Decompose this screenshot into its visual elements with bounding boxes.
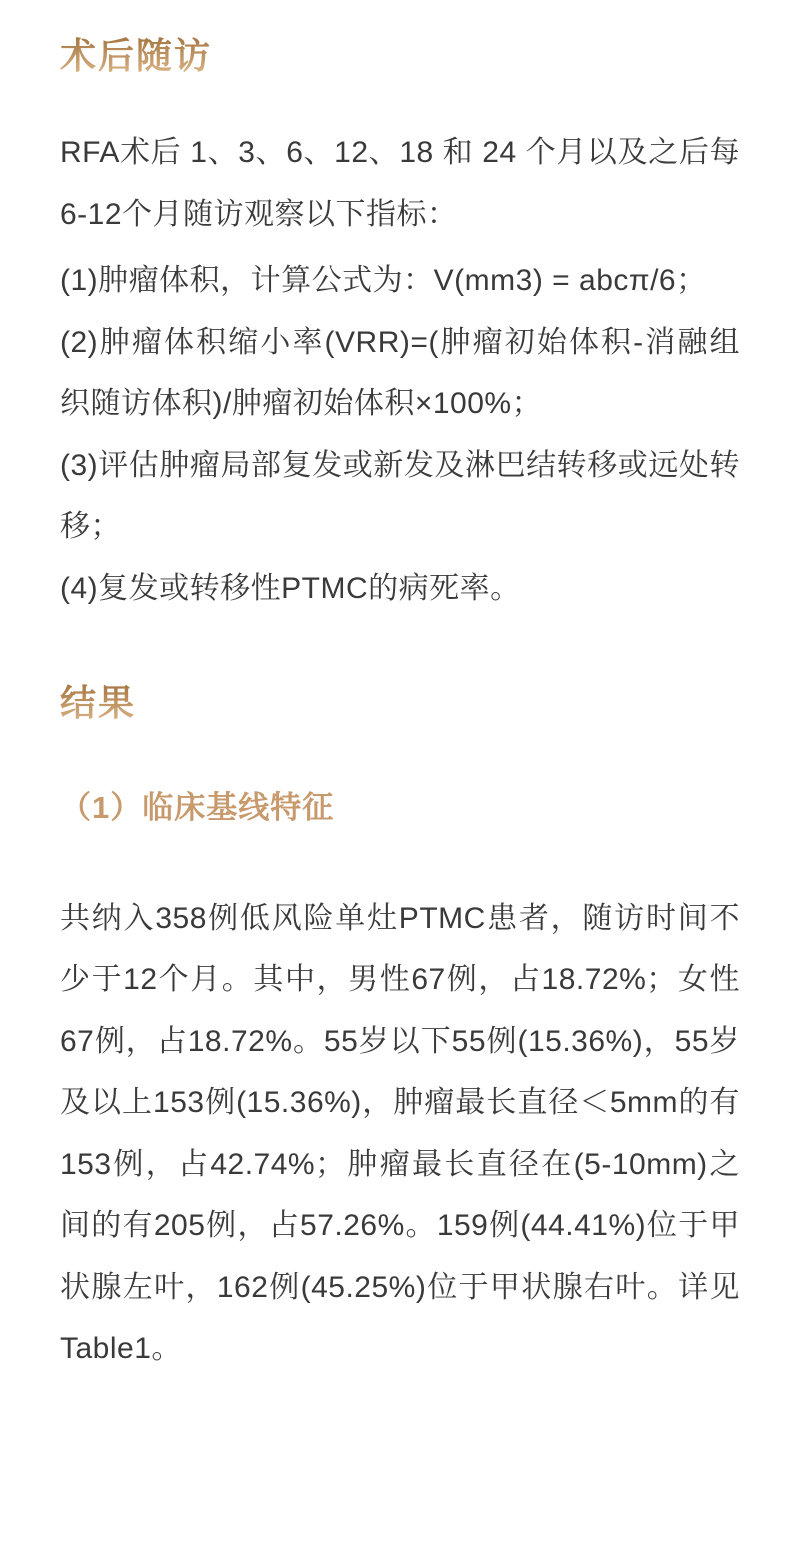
followup-indicator-item-4: (4)复发或转移性PTMC的病死率。 — [60, 571, 521, 605]
paragraph-followup-intro: RFA术后 1、3、6、12、18 和 24 个月以及之后每6-12个月随访观察以下指标： — [60, 136, 740, 231]
paragraph-clinical-baseline: 共纳入358例低风险单灶PTMC患者，随访时间不少于12个月。其中，男性67例，占18.72%；女性67例，占18.72%。55岁以下55例(15.36%)，55岁及以上153例(15.36%)，肿瘤最长直径＜5mm的有153例，占42.74%；肿瘤最长直径在(5-10mm)之间的有205例，占57.26%。159例(44.41%)位于甲状腺左叶，162例(45.25%)位于甲状腺右叶。详见Table1。 — [60, 901, 740, 1366]
section-heading-postop-followup: 术后随访 — [60, 36, 740, 77]
subsection-heading-clinical-baseline: （1）临床基线特征 — [60, 789, 335, 825]
followup-indicator-item-3: (3)评估肿瘤局部复发或新发及淋巴结转移或远处转移； — [60, 448, 740, 544]
followup-indicator-item-1: (1)肿瘤体积，计算公式为：V(mm3) = abcπ/6； — [60, 264, 707, 298]
followup-indicator-item-2: (2)肿瘤体积缩小率(VRR)=(肿瘤初始体积-消融组织随访体积)/肿瘤初始体积×100%； — [60, 325, 740, 421]
section-heading-results: 结果 — [60, 683, 740, 724]
